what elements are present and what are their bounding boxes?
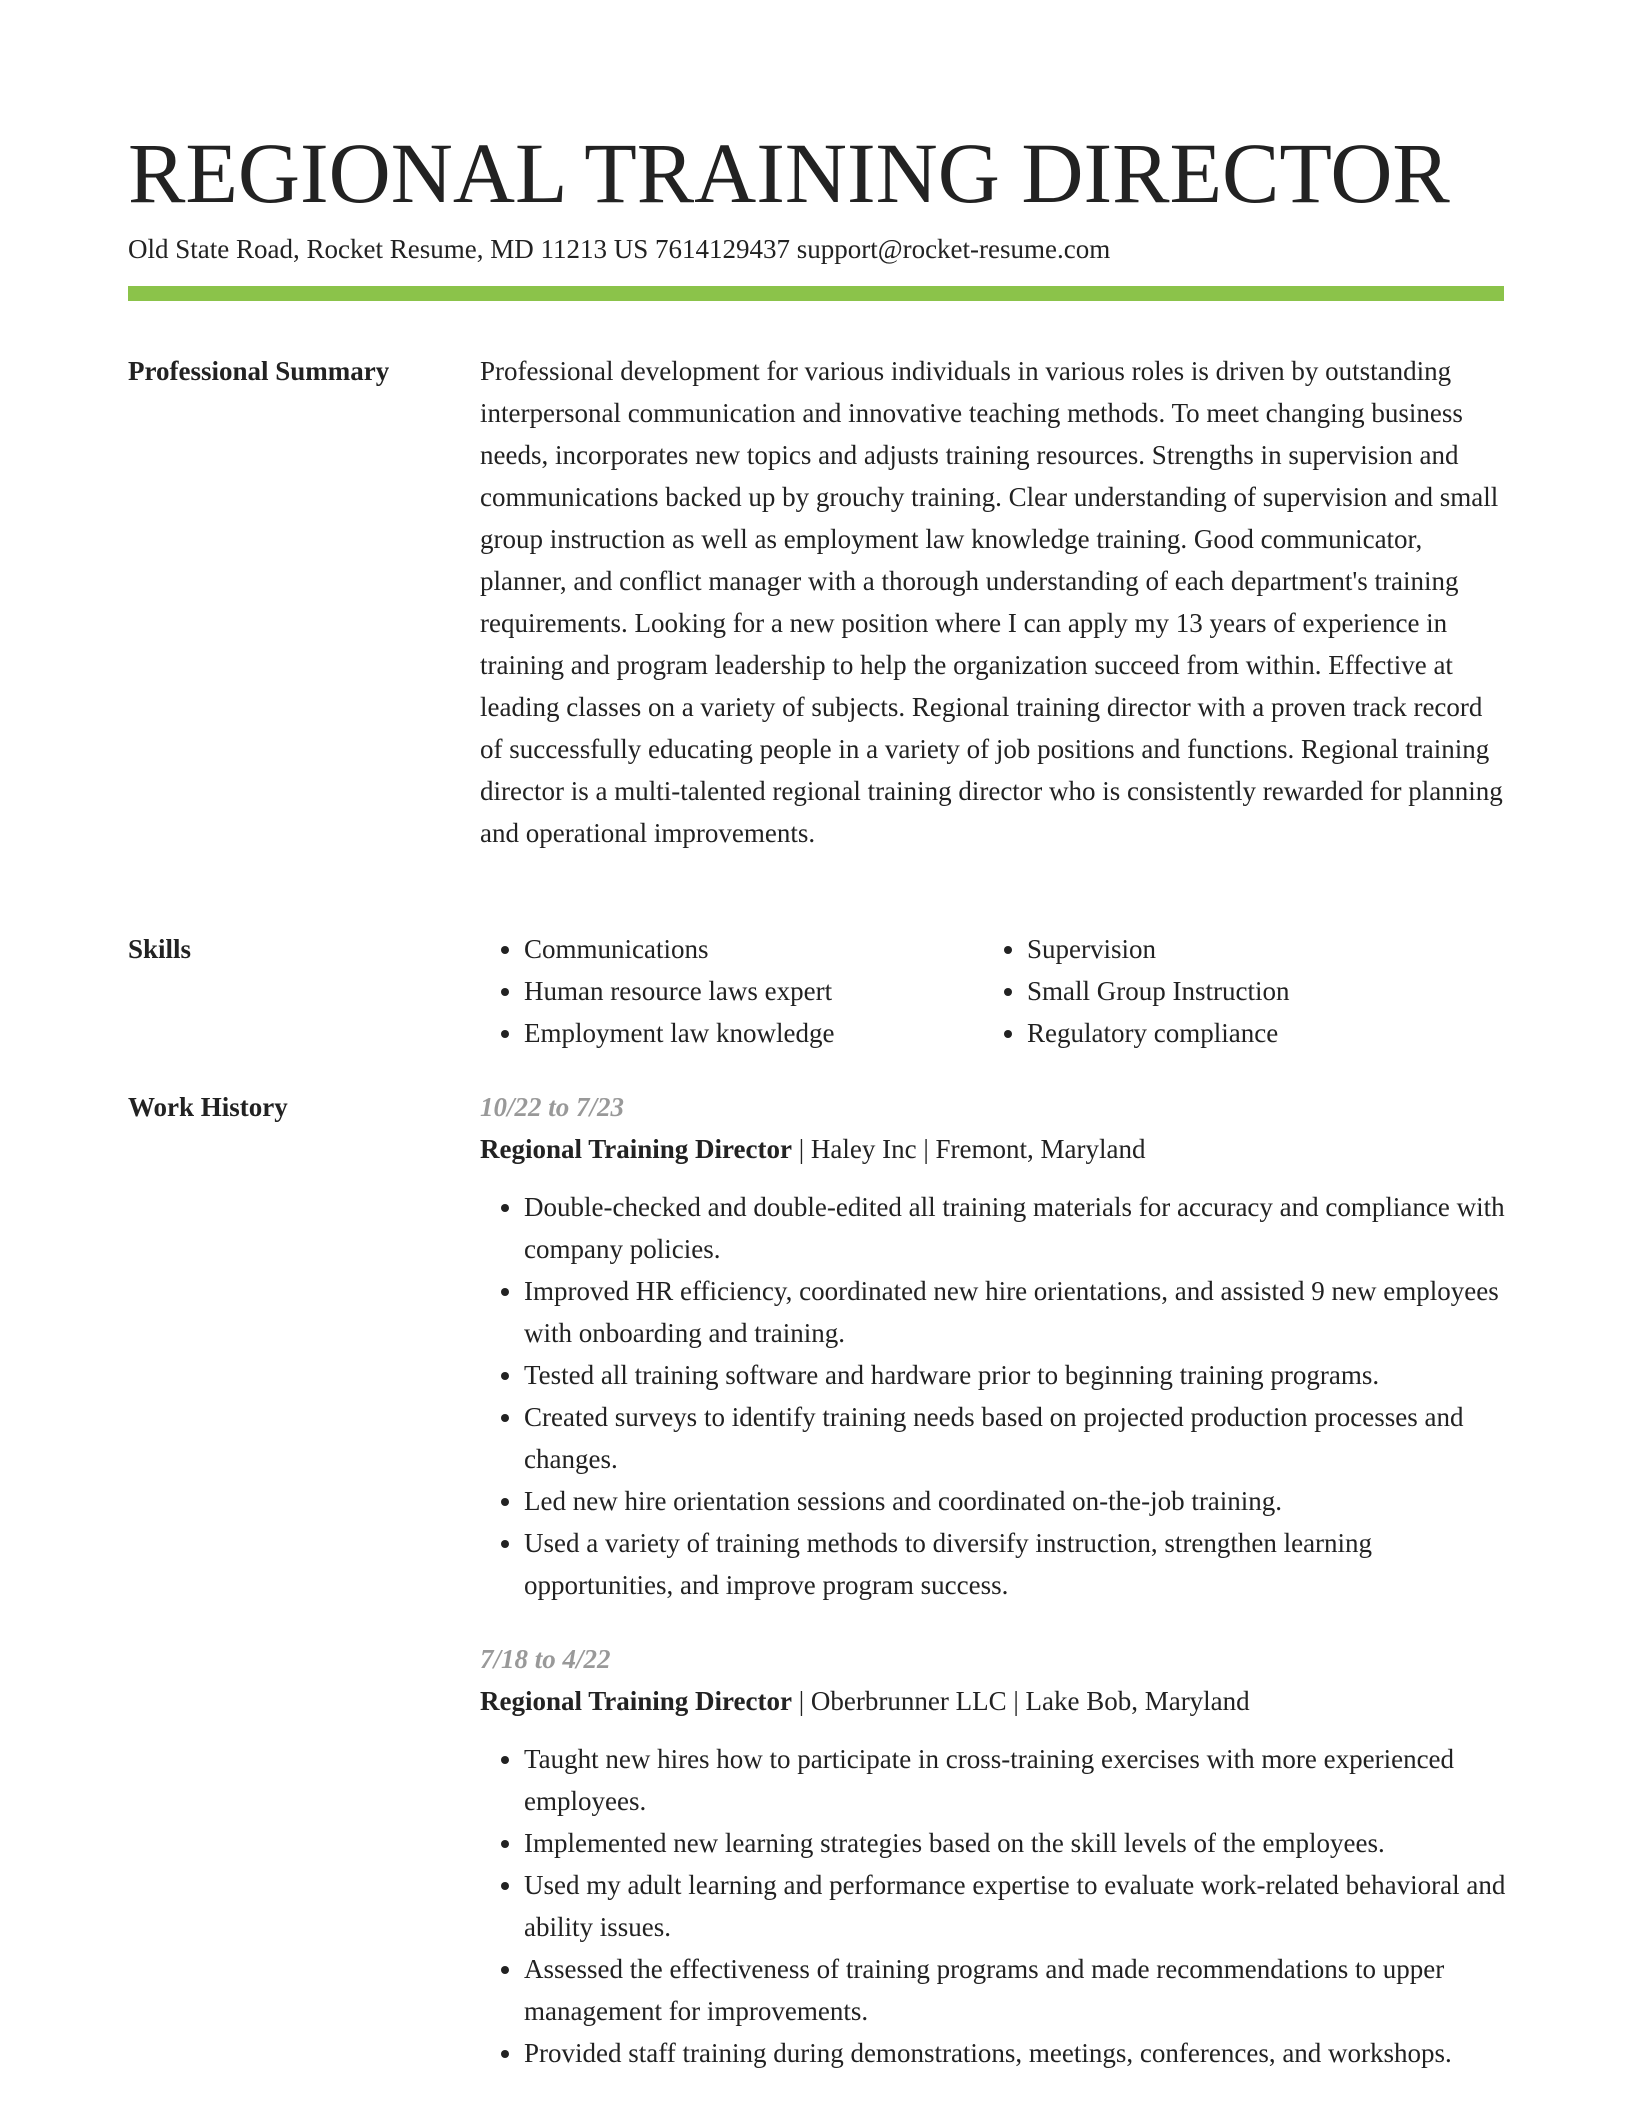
job-heading: [480, 1128, 1506, 1170]
job-responsibilities: [480, 1738, 1506, 2074]
responsibility-item: • Used my adult learning and performance expertise to evaluate work-related behavioral and ability issues.: [524, 1864, 1506, 1948]
contact-line: Old State Road, Rocket Resume, MD 11213 US 7614129437 support@rocket-resume.com: [128, 234, 1111, 264]
skills-column-right: [983, 928, 1506, 1054]
responsibility-item: • Provided staff training during demonstrations, meetings, conferences, and workshops.: [524, 2032, 1506, 2074]
job-title: Regional Training Director: [480, 1134, 792, 1164]
responsibility-item: • Created surveys to identify training needs based on projected production processes and changes.: [524, 1396, 1506, 1480]
responsibility-item: • Double-checked and double-edited all training materials for accuracy and compliance with company policies.: [524, 1186, 1506, 1270]
job-company-location: | Haley Inc | Fremont, Maryland: [791, 1134, 1146, 1164]
responsibility-item: • Improved HR efficiency, coordinated new hire orientations, and assisted 9 new employees with onboarding and training.: [524, 1270, 1506, 1354]
header-divider: [128, 286, 1504, 301]
responsibility-item: • Led new hire orientation sessions and coordinated on-the-job training.: [524, 1480, 1506, 1522]
job-entry: [480, 1086, 1506, 1606]
work-history-heading: Work History: [128, 1092, 288, 1122]
job-company-location: | Oberbrunner LLC | Lake Bob, Maryland: [791, 1686, 1250, 1716]
skills-heading: Skills: [128, 934, 192, 964]
resume-title: REGIONAL TRAINING DIRECTOR: [128, 125, 1450, 221]
skill-item: • Employment law knowledge: [524, 1012, 983, 1054]
responsibility-item: • Tested all training software and hardware prior to beginning training programs.: [524, 1354, 1506, 1396]
job-responsibilities: [480, 1186, 1506, 1606]
summary-text: Professional development for various individuals in various roles is driven by outstanding interpersonal communication and innovative teaching methods. To meet changing business needs, incorporates new topics and adjusts training resources. Strengths in supervision and communications backed up by grouchy training. Clear understanding of supervision and small group instruction as well as employment law knowledge training. Good communicator, planner, and conflict manager with a thorough understanding of each department's training requirements. Looking for a new position where I can apply my 13 years of experience in training and program leadership to help the organization succeed from within. Effective at leading classes on a variety of subjects. Regional training director with a proven track record of successfully educating people in a variety of job positions and functions. Regional training director is a multi-talented regional training director who is consistently rewarded for planning and operational improvements.: [480, 356, 1503, 848]
responsibility-item: • Used a variety of training methods to diversify instruction, strengthen learning opportunities, and improve program success.: [524, 1522, 1506, 1606]
responsibility-item: • Implemented new learning strategies based on the skill levels of the employees.: [524, 1822, 1506, 1864]
summary-heading: Professional Summary: [128, 356, 390, 386]
job-dates: 7/18 to 4/22: [480, 1644, 611, 1674]
skill-item: • Regulatory compliance: [1027, 1012, 1506, 1054]
job-entry: [480, 1638, 1506, 2074]
responsibility-item: • Assessed the effectiveness of training programs and made recommendations to upper management for improvements.: [524, 1948, 1506, 2032]
skills-column-left: [480, 928, 983, 1054]
skills-list: [480, 928, 1506, 1054]
skill-item: • Supervision: [1027, 928, 1506, 970]
job-title: Regional Training Director: [480, 1686, 792, 1716]
job-heading: [480, 1680, 1506, 1722]
responsibility-item: • Taught new hires how to participate in cross-training exercises with more experienced employees.: [524, 1738, 1506, 1822]
job-dates: 10/22 to 7/23: [480, 1092, 625, 1122]
skill-item: • Human resource laws expert: [524, 970, 983, 1012]
skill-item: • Small Group Instruction: [1027, 970, 1506, 1012]
skill-item: • Communications: [524, 928, 983, 970]
